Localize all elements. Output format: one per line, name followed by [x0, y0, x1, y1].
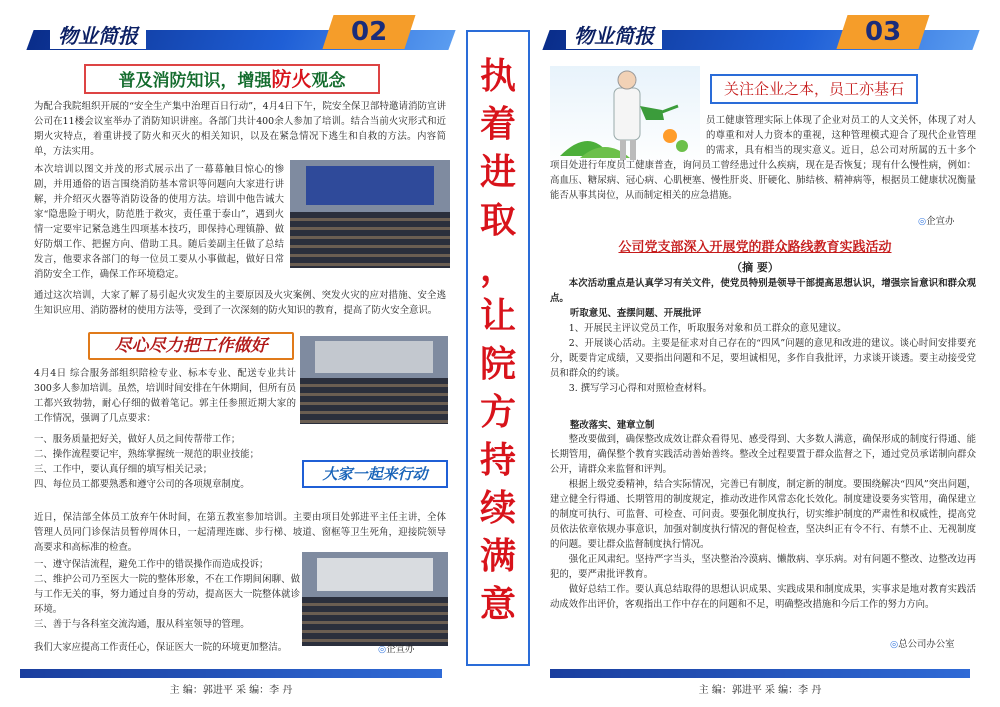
- service-training-photo: [300, 336, 448, 424]
- slogan-char: 取: [479, 199, 516, 241]
- sign-icon: ◎: [890, 639, 899, 650]
- right-page: [540, 0, 1000, 707]
- paragraph: 强化正风肃纪。坚持严字当头，坚决整治冷漠病、懒散病、享乐病。对有问题不整改、边整改边再犯的，要严肃批评教育。: [550, 554, 976, 580]
- slogan-char: ，: [479, 247, 516, 289]
- service-paragraph: 4月4日 综合服务部组织陪检专业、标本专业、配送专业共计300多人参加培训。虽然，培训时间安排在午休期间，但所有员工都兴致勃勃，耐心仔细的做着笔记。郭主任参照近期大家的工作情况，强调了几点要求：: [34, 368, 296, 424]
- article-title-act-together: 大家一起来行动: [302, 460, 448, 488]
- masthead: 物业简报: [50, 20, 146, 49]
- slogan-char: 执: [479, 55, 516, 97]
- party-heading-2: 整改落实、建章立制: [570, 420, 655, 431]
- left-footer: [20, 669, 442, 699]
- party-heading-1: 听取意见、查摆问题、开展批评: [570, 308, 702, 319]
- paragraph: 做好总结工作。要认真总结取得的思想认识成果、实践成果和制度成果，实事求是地对教育实践活动成效作出评价，客观指出工作中存在的问题和不足，明确整改措施和今后工作的努力方向。: [550, 584, 976, 610]
- article-title-employees: 关注企业之本，员工亦基石: [710, 74, 918, 104]
- masthead: 物业简报: [566, 20, 662, 49]
- service-requirements: [34, 432, 296, 492]
- list-item: 1、开展民主评议党员工作，听取服务对象和员工群众的意见建议。: [568, 323, 847, 334]
- editor-credit: 主 编：郭进平 采 编：李 丹: [698, 685, 822, 696]
- list-item: 三、善于与各科室交流沟通，服从科室领导的管理。: [34, 619, 250, 630]
- paragraph: 整改要做到，确保整改成效让群众看得见、感受得到、大多数人满意，确保形成的制度行得通、能长期管用，确保整个教育实践活动善始善终。整改全过程要置于群众监督之下，通过党员承诺制向群众公开，请群众来监督和评判。: [550, 434, 976, 475]
- article-title-do-well: 尽心尽力把工作做好: [88, 332, 294, 360]
- editor-credit: 主 编：郭进平 采 编：李 丹: [169, 685, 293, 696]
- list-item: 四、每位员工都要熟悉和遵守公司的各项规章制度。: [34, 479, 250, 490]
- list-item: 一、遵守保洁流程，避免工作中的错误操作而造成投诉；: [34, 559, 269, 570]
- slogan-char: 让: [479, 295, 516, 337]
- sign-icon: ◎: [378, 644, 387, 655]
- fire-paragraph-2a: 本次培训以图文并茂的形式展示出了一幕幕触目惊心的惨剧，并用通俗的语言围绕消防基本常识等问题向大家进行讲解，并介绍灭火器等消防设备的使用方法。培训中他告诫大家“隐患险于明火，防范胜于救灾，责任重于泰山”，遇到火情一定要牢记紧急逃生四项基本技巧，即保持心理镇静、做好防烟工作、把握方向、借助工具。随后姜副主任做了总结发言，他要求各部门的每一位员工要从小事做起，做好日常消防安全工作，确保工作环境稳定。: [34, 164, 284, 280]
- slogan-strip: [466, 30, 530, 666]
- slogan-char: 续: [479, 487, 516, 529]
- slogan-char: 意: [479, 583, 516, 625]
- article-title-fire-safety: 普及消防知识，增强防火观念: [84, 64, 380, 94]
- signoff: ◎企宣办: [918, 216, 955, 227]
- list-item: 一、服务质量把好关，做好人员之间传帮带工作；: [34, 434, 241, 445]
- cleaning-closing: 我们大家应提高工作责任心，保证医大一院的环境更加整洁。: [34, 642, 288, 653]
- slogan-char: 满: [479, 535, 516, 577]
- slogan-char: 进: [479, 151, 516, 193]
- right-footer: [550, 669, 970, 699]
- fire-paragraph-3: 通过这次培训，大家了解了易引起火灾发生的主要原因及火灾案例、突发火灾的应对措施、安全逃生知识应用、消防器材的使用方法等，受到了一次深刻的防火知识的教育，提高了防火安全意识。: [34, 290, 446, 316]
- party-section-1: [550, 321, 976, 396]
- list-item: 二、维护公司乃至医大一院的整体形象，不在工作期间闲聊、做与工作无关的事，努力通过自身的劳动，提高医大一院整体就诊环境。: [34, 574, 300, 615]
- list-item: 二、操作流程要记牢，熟练掌握统一规范的职业技能；: [34, 449, 260, 460]
- article-title-party: 公司党支部深入开展党的群众路线教育实践活动: [618, 240, 892, 255]
- list-item: 3. 撰写学习心得和对照检查材料。: [568, 383, 712, 394]
- cleaning-paragraph: 近日，保洁部全体员工放弃午休时间，在第五教室参加培训。主要由项目处郭进平主任主讲，全体管理人员同门诊保洁员暂停周休日，一起清理连廊、步行梯、坡道、窗框等卫生死角，迎接院领导高要求和高标准的检查。: [34, 512, 446, 553]
- list-item: 三、工作中，要认真仔细的填写相关记录；: [34, 464, 213, 475]
- cleaning-training-photo: [302, 552, 448, 646]
- fire-training-photo: [290, 160, 450, 268]
- left-header: [30, 12, 452, 62]
- abstract-label: （摘 要）: [731, 261, 779, 274]
- page-number: 02: [322, 15, 415, 49]
- left-page: [0, 0, 462, 707]
- sign-icon: ◎: [918, 216, 927, 227]
- list-item: 2、开展谈心活动。主要是征求对自己存在的“四风”问题的意见和改进的建议。谈心时间安排要充分，既要肯定成绩，又要指出问题和不足，要坦诚相见，多作自我批评，力求谈开谈透。要主动接受党员和群众的约谈。: [550, 338, 976, 379]
- slogan-char: 持: [479, 439, 516, 481]
- page-number: 03: [836, 15, 929, 49]
- party-lead: 本次活动重点是认真学习有关文件，使党员特别是领导干部提高思想认识，增强宗旨意识和群众观点。: [550, 278, 976, 304]
- health-paragraph: 员工健康管理实际上体现了企业对员工的人文关怀，体现了对人的尊重和对人力资本的重视，这种管理模式迎合了现代企业管理的需求，具有相当的现实意义。近日，总公司对所属的五十多个项目处进行年度员工健康普查，询问员工曾经患过什么疾病，现在是否恢复；现有什么慢性病，例如：高血压、糖尿病、冠心病、心肌梗塞、慢性肝炎、肝硬化、肺结核、精神病等，根据员工健康状况衡量能否从事其岗位，从而制定相关的应急措施。: [550, 115, 976, 201]
- party-section-2: [550, 432, 976, 612]
- slogan-char: 方: [479, 391, 516, 433]
- cleaning-requirements: [34, 557, 300, 632]
- slogan-char: 院: [479, 343, 516, 385]
- paragraph: 根据上级党委精神，结合实际情况，完善已有制度，制定新的制度。要围绕解决“四风”突出问题，建立健全行得通、长期管用的制度规定，推动改进作风常态化长效化。制度建设要务实管用，确保建立的制度可执行、可监督、可检查、可问责。要强化制度执行，切实维护制度的严肃性和权威性，提高党员依法依章依规办事意识，加强对制度执行情况的督促检查，坚决纠正有令不行、有禁不止、无视制度的问题。要让群众监督制度执行情况。: [550, 479, 976, 550]
- signoff: ◎企宣办: [378, 644, 415, 655]
- right-header: [546, 12, 976, 62]
- slogan-char: 着: [479, 103, 516, 145]
- fire-paragraph-1: 为配合我院组织开展的“安全生产集中治理百日行动”，4月4日下午，院安全保卫部特邀请消防宣讲公司在11楼会议室举办了消防知识讲座。各部门共计400余人参加了培训。结合当前火灾形式和近期火灾特点，着重讲授了防火和灭火的相关知识，以及在紧急情况下逃生和自救的方法。内容简单，方法实用。: [34, 101, 446, 157]
- signoff: ◎总公司办公室: [890, 639, 955, 650]
